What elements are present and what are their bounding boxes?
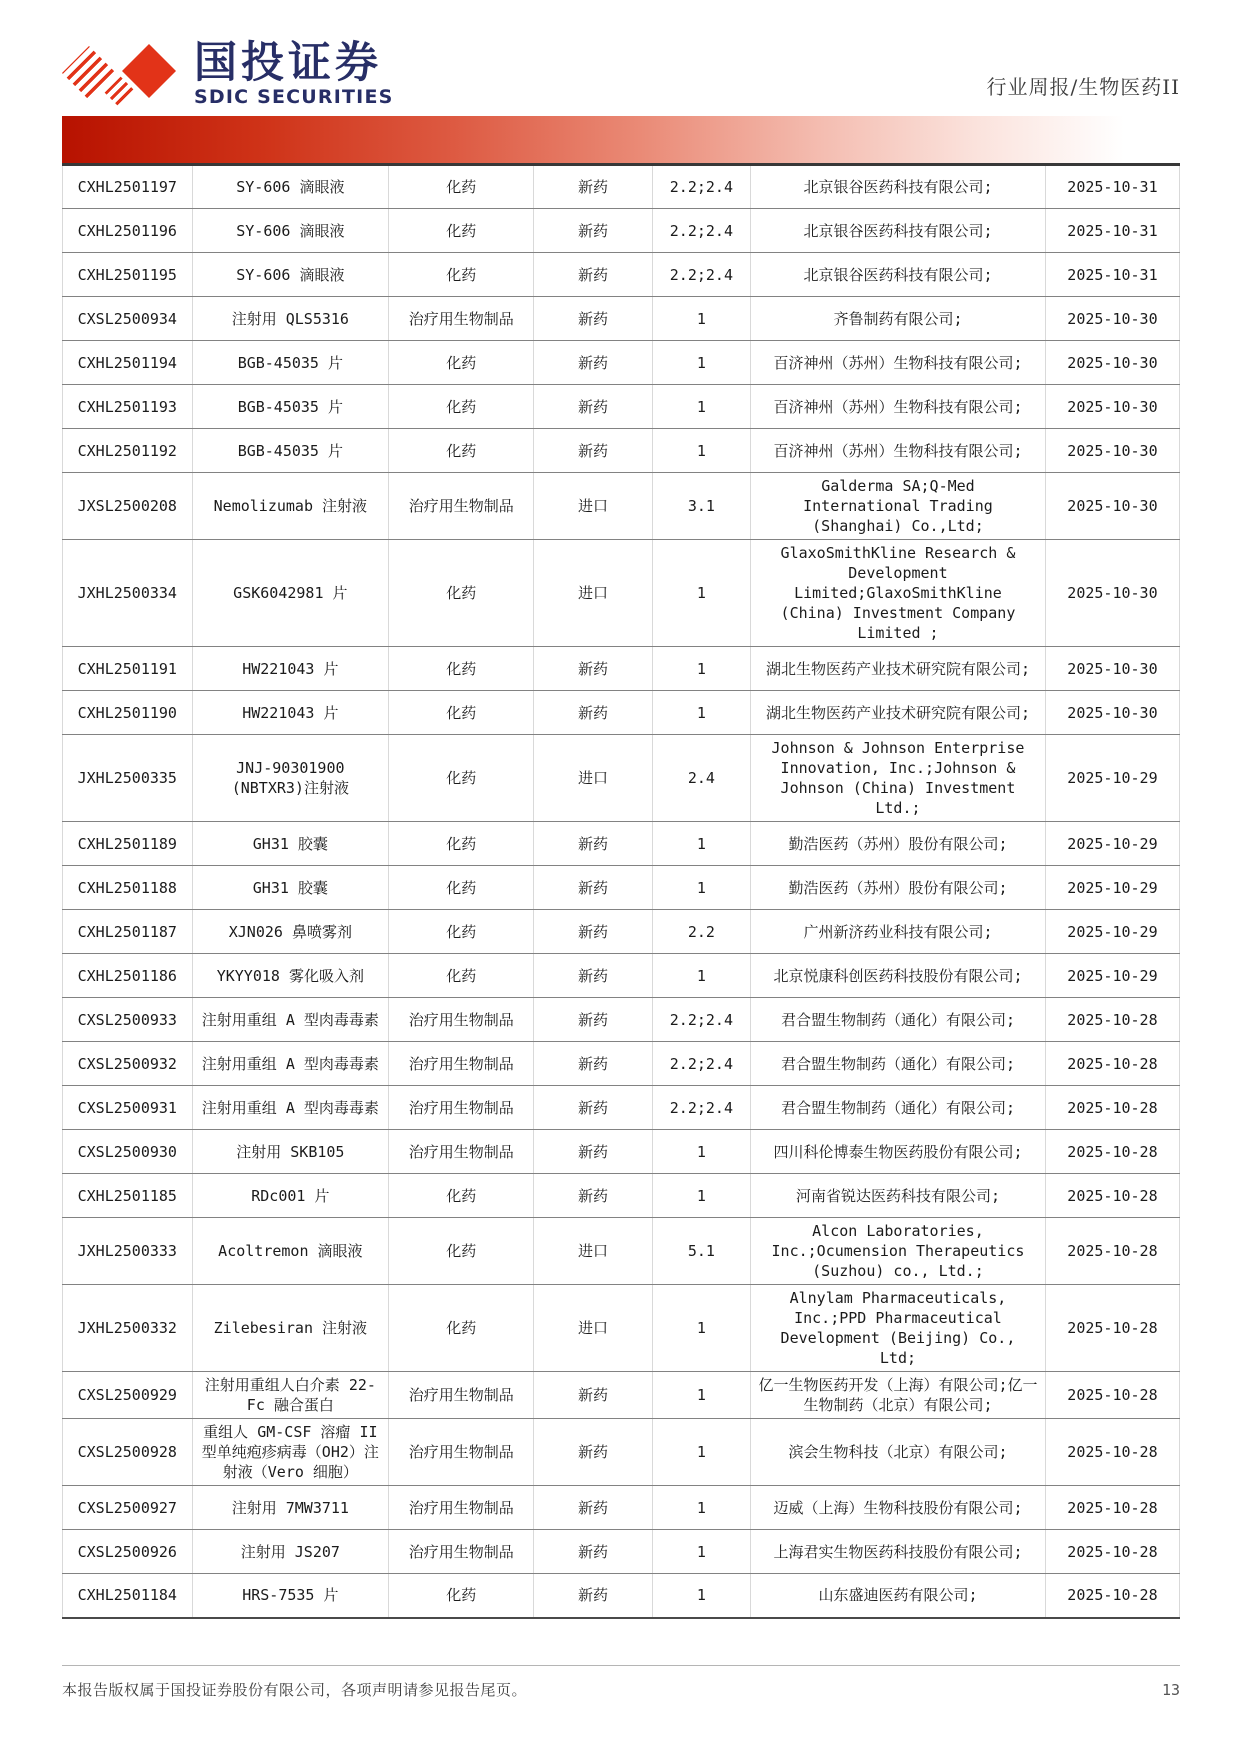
acceptance-number-cell: CXSL2500931 bbox=[63, 1086, 193, 1130]
acceptance-date-cell: 2025-10-30 bbox=[1045, 297, 1179, 341]
table-row bbox=[63, 209, 1180, 253]
registration-category-cell: 2.2;2.4 bbox=[652, 1086, 750, 1130]
acceptance-number-cell: JXSL2500208 bbox=[63, 473, 193, 540]
application-type-cell: 新药 bbox=[534, 253, 652, 297]
acceptance-date-cell: 2025-10-28 bbox=[1045, 1486, 1179, 1530]
drug-type-cell: 治疗用生物制品 bbox=[389, 1086, 534, 1130]
application-type-cell: 新药 bbox=[534, 954, 652, 998]
drug-name-cell: XJN026 鼻喷雾剂 bbox=[192, 910, 389, 954]
acceptance-date-cell: 2025-10-30 bbox=[1045, 473, 1179, 540]
acceptance-date-cell: 2025-10-28 bbox=[1045, 1130, 1179, 1174]
drug-name-cell: GH31 胶囊 bbox=[192, 866, 389, 910]
drug-type-cell: 化药 bbox=[389, 1174, 534, 1218]
company-name-cell: 亿一生物医药开发（上海）有限公司;亿一生物制药（北京）有限公司; bbox=[751, 1372, 1046, 1419]
drug-name-cell: 注射用 SKB105 bbox=[192, 1130, 389, 1174]
company-name-cell: 勤浩医药（苏州）股份有限公司; bbox=[751, 866, 1046, 910]
company-name-cell: Alcon Laboratories, Inc.;Ocumension Therapeutics (Suzhou) co., Ltd.; bbox=[751, 1218, 1046, 1285]
drug-type-cell: 化药 bbox=[389, 1285, 534, 1372]
acceptance-number-cell: CXHL2501196 bbox=[63, 209, 193, 253]
drug-type-cell: 化药 bbox=[389, 165, 534, 209]
acceptance-number-cell: CXHL2501186 bbox=[63, 954, 193, 998]
acceptance-number-cell: CXHL2501188 bbox=[63, 866, 193, 910]
acceptance-number-cell: CXHL2501192 bbox=[63, 429, 193, 473]
company-name-cell: 迈威（上海）生物科技股份有限公司; bbox=[751, 1486, 1046, 1530]
table-row bbox=[63, 866, 1180, 910]
company-name-cell: 勤浩医药（苏州）股份有限公司; bbox=[751, 822, 1046, 866]
table-row bbox=[63, 1486, 1180, 1530]
registration-category-cell: 1 bbox=[652, 385, 750, 429]
table-row bbox=[63, 998, 1180, 1042]
application-type-cell: 新药 bbox=[534, 866, 652, 910]
table-row bbox=[63, 473, 1180, 540]
registration-category-cell: 1 bbox=[652, 1530, 750, 1574]
drug-type-cell: 化药 bbox=[389, 429, 534, 473]
drug-type-cell: 化药 bbox=[389, 1574, 534, 1618]
acceptance-date-cell: 2025-10-28 bbox=[1045, 1086, 1179, 1130]
application-type-cell: 新药 bbox=[534, 1086, 652, 1130]
drug-type-cell: 治疗用生物制品 bbox=[389, 998, 534, 1042]
application-type-cell: 进口 bbox=[534, 473, 652, 540]
application-type-cell: 进口 bbox=[534, 1218, 652, 1285]
acceptance-date-cell: 2025-10-31 bbox=[1045, 253, 1179, 297]
company-name-cell: Alnylam Pharmaceuticals, Inc.;PPD Pharmaceutical Development (Beijing) Co., Ltd; bbox=[751, 1285, 1046, 1372]
drug-application-table-body bbox=[63, 165, 1180, 1618]
table-row bbox=[63, 1042, 1180, 1086]
brand-text bbox=[194, 40, 394, 108]
acceptance-number-cell: CXSL2500928 bbox=[63, 1419, 193, 1486]
company-name-cell: 山东盛迪医药有限公司; bbox=[751, 1574, 1046, 1618]
application-type-cell: 新药 bbox=[534, 647, 652, 691]
acceptance-number-cell: CXSL2500927 bbox=[63, 1486, 193, 1530]
acceptance-date-cell: 2025-10-28 bbox=[1045, 1419, 1179, 1486]
acceptance-date-cell: 2025-10-29 bbox=[1045, 954, 1179, 998]
acceptance-date-cell: 2025-10-28 bbox=[1045, 1530, 1179, 1574]
drug-type-cell: 治疗用生物制品 bbox=[389, 1530, 534, 1574]
registration-category-cell: 1 bbox=[652, 1285, 750, 1372]
acceptance-number-cell: CXHL2501195 bbox=[63, 253, 193, 297]
company-name-cell: 北京银谷医药科技有限公司; bbox=[751, 165, 1046, 209]
drug-type-cell: 化药 bbox=[389, 385, 534, 429]
application-type-cell: 新药 bbox=[534, 1174, 652, 1218]
application-type-cell: 进口 bbox=[534, 1285, 652, 1372]
drug-type-cell: 化药 bbox=[389, 540, 534, 647]
company-name-cell: 北京银谷医药科技有限公司; bbox=[751, 209, 1046, 253]
acceptance-date-cell: 2025-10-28 bbox=[1045, 1285, 1179, 1372]
company-name-cell: 齐鲁制药有限公司; bbox=[751, 297, 1046, 341]
acceptance-date-cell: 2025-10-28 bbox=[1045, 1174, 1179, 1218]
application-type-cell: 新药 bbox=[534, 1372, 652, 1419]
registration-category-cell: 1 bbox=[652, 1174, 750, 1218]
acceptance-date-cell: 2025-10-29 bbox=[1045, 866, 1179, 910]
acceptance-date-cell: 2025-10-30 bbox=[1045, 385, 1179, 429]
company-name-cell: Galderma SA;Q-Med International Trading (Shanghai) Co.,Ltd; bbox=[751, 473, 1046, 540]
drug-type-cell: 化药 bbox=[389, 253, 534, 297]
registration-category-cell: 1 bbox=[652, 1419, 750, 1486]
company-name-cell: 北京悦康科创医药科技股份有限公司; bbox=[751, 954, 1046, 998]
table-row bbox=[63, 1086, 1180, 1130]
application-type-cell: 新药 bbox=[534, 297, 652, 341]
application-type-cell: 新药 bbox=[534, 1530, 652, 1574]
acceptance-number-cell: CXHL2501185 bbox=[63, 1174, 193, 1218]
drug-name-cell: BGB-45035 片 bbox=[192, 429, 389, 473]
table-row bbox=[63, 822, 1180, 866]
brand-name-en: SDIC SECURITIES bbox=[194, 86, 394, 108]
table-row bbox=[63, 1130, 1180, 1174]
table-row bbox=[63, 253, 1180, 297]
acceptance-date-cell: 2025-10-28 bbox=[1045, 1042, 1179, 1086]
drug-type-cell: 化药 bbox=[389, 866, 534, 910]
drug-type-cell: 治疗用生物制品 bbox=[389, 1130, 534, 1174]
drug-name-cell: GH31 胶囊 bbox=[192, 822, 389, 866]
table-row bbox=[63, 910, 1180, 954]
drug-name-cell: 注射用重组 A 型肉毒毒素 bbox=[192, 1042, 389, 1086]
company-name-cell: 湖北生物医药产业技术研究院有限公司; bbox=[751, 691, 1046, 735]
registration-category-cell: 1 bbox=[652, 429, 750, 473]
registration-category-cell: 2.2;2.4 bbox=[652, 253, 750, 297]
report-type-label: 行业周报/生物医药II bbox=[986, 75, 1180, 99]
application-type-cell: 新药 bbox=[534, 1486, 652, 1530]
registration-category-cell: 1 bbox=[652, 297, 750, 341]
drug-name-cell: 注射用 7MW3711 bbox=[192, 1486, 389, 1530]
acceptance-number-cell: CXHL2501190 bbox=[63, 691, 193, 735]
drug-name-cell: SY-606 滴眼液 bbox=[192, 165, 389, 209]
table-row bbox=[63, 165, 1180, 209]
registration-category-cell: 1 bbox=[652, 341, 750, 385]
company-name-cell: 百济神州（苏州）生物科技有限公司; bbox=[751, 341, 1046, 385]
table-row bbox=[63, 385, 1180, 429]
sdic-logo-mark-icon bbox=[62, 38, 178, 110]
acceptance-date-cell: 2025-10-31 bbox=[1045, 209, 1179, 253]
application-type-cell: 进口 bbox=[534, 540, 652, 647]
application-type-cell: 新药 bbox=[534, 691, 652, 735]
company-name-cell: GlaxoSmithKline Research & Development Limited;GlaxoSmithKline (China) Investment Company Limited ; bbox=[751, 540, 1046, 647]
acceptance-number-cell: JXHL2500333 bbox=[63, 1218, 193, 1285]
acceptance-date-cell: 2025-10-30 bbox=[1045, 341, 1179, 385]
acceptance-date-cell: 2025-10-31 bbox=[1045, 165, 1179, 209]
table-row bbox=[63, 1530, 1180, 1574]
acceptance-date-cell: 2025-10-30 bbox=[1045, 429, 1179, 473]
company-name-cell: Johnson & Johnson Enterprise Innovation, Inc.;Johnson & Johnson (China) Investment Ltd.; bbox=[751, 735, 1046, 822]
acceptance-date-cell: 2025-10-30 bbox=[1045, 540, 1179, 647]
drug-name-cell: HRS-7535 片 bbox=[192, 1574, 389, 1618]
registration-category-cell: 5.1 bbox=[652, 1218, 750, 1285]
drug-name-cell: RDc001 片 bbox=[192, 1174, 389, 1218]
drug-name-cell: 注射用 QLS5316 bbox=[192, 297, 389, 341]
drug-type-cell: 化药 bbox=[389, 954, 534, 998]
drug-name-cell: JNJ-90301900 (NBTXR3)注射液 bbox=[192, 735, 389, 822]
table-row bbox=[63, 341, 1180, 385]
drug-type-cell: 化药 bbox=[389, 691, 534, 735]
company-name-cell: 河南省锐达医药科技有限公司; bbox=[751, 1174, 1046, 1218]
acceptance-date-cell: 2025-10-28 bbox=[1045, 1372, 1179, 1419]
table-row bbox=[63, 691, 1180, 735]
drug-name-cell: HW221043 片 bbox=[192, 647, 389, 691]
acceptance-date-cell: 2025-10-28 bbox=[1045, 1218, 1179, 1285]
application-type-cell: 新药 bbox=[534, 429, 652, 473]
table-row bbox=[63, 429, 1180, 473]
application-type-cell: 进口 bbox=[534, 735, 652, 822]
drug-name-cell: 注射用 JS207 bbox=[192, 1530, 389, 1574]
application-type-cell: 新药 bbox=[534, 1042, 652, 1086]
red-gradient-divider bbox=[62, 116, 1180, 163]
drug-name-cell: 注射用重组 A 型肉毒毒素 bbox=[192, 1086, 389, 1130]
acceptance-number-cell: JXHL2500334 bbox=[63, 540, 193, 647]
company-name-cell: 上海君实生物医药科技股份有限公司; bbox=[751, 1530, 1046, 1574]
application-type-cell: 新药 bbox=[534, 910, 652, 954]
drug-name-cell: 注射用重组人白介素 22-Fc 融合蛋白 bbox=[192, 1372, 389, 1419]
acceptance-date-cell: 2025-10-30 bbox=[1045, 691, 1179, 735]
acceptance-number-cell: CXHL2501189 bbox=[63, 822, 193, 866]
registration-category-cell: 3.1 bbox=[652, 473, 750, 540]
drug-application-table bbox=[62, 163, 1180, 1619]
company-name-cell: 君合盟生物制药（通化）有限公司; bbox=[751, 998, 1046, 1042]
acceptance-number-cell: CXHL2501191 bbox=[63, 647, 193, 691]
drug-name-cell: HW221043 片 bbox=[192, 691, 389, 735]
drug-name-cell: YKYY018 雾化吸入剂 bbox=[192, 954, 389, 998]
page-header bbox=[62, 38, 1180, 110]
drug-type-cell: 化药 bbox=[389, 1218, 534, 1285]
acceptance-date-cell: 2025-10-29 bbox=[1045, 735, 1179, 822]
acceptance-number-cell: JXHL2500335 bbox=[63, 735, 193, 822]
application-type-cell: 新药 bbox=[534, 1419, 652, 1486]
application-type-cell: 新药 bbox=[534, 209, 652, 253]
registration-category-cell: 1 bbox=[652, 822, 750, 866]
acceptance-number-cell: CXSL2500933 bbox=[63, 998, 193, 1042]
drug-type-cell: 治疗用生物制品 bbox=[389, 1372, 534, 1419]
page-number: 13 bbox=[1161, 1680, 1180, 1699]
application-type-cell: 新药 bbox=[534, 998, 652, 1042]
company-name-cell: 湖北生物医药产业技术研究院有限公司; bbox=[751, 647, 1046, 691]
drug-name-cell: SY-606 滴眼液 bbox=[192, 209, 389, 253]
drug-type-cell: 治疗用生物制品 bbox=[389, 1486, 534, 1530]
registration-category-cell: 2.2;2.4 bbox=[652, 165, 750, 209]
registration-category-cell: 1 bbox=[652, 954, 750, 998]
drug-type-cell: 化药 bbox=[389, 341, 534, 385]
registration-category-cell: 1 bbox=[652, 647, 750, 691]
acceptance-date-cell: 2025-10-28 bbox=[1045, 998, 1179, 1042]
drug-type-cell: 治疗用生物制品 bbox=[389, 1419, 534, 1486]
drug-name-cell: SY-606 滴眼液 bbox=[192, 253, 389, 297]
table-row bbox=[63, 1574, 1180, 1618]
drug-name-cell: 注射用重组 A 型肉毒毒素 bbox=[192, 998, 389, 1042]
table-row bbox=[63, 647, 1180, 691]
drug-name-cell: Nemolizumab 注射液 bbox=[192, 473, 389, 540]
acceptance-number-cell: CXSL2500929 bbox=[63, 1372, 193, 1419]
company-name-cell: 百济神州（苏州）生物科技有限公司; bbox=[751, 385, 1046, 429]
acceptance-date-cell: 2025-10-28 bbox=[1045, 1574, 1179, 1618]
drug-type-cell: 治疗用生物制品 bbox=[389, 297, 534, 341]
acceptance-number-cell: CXSL2500930 bbox=[63, 1130, 193, 1174]
table-row bbox=[63, 540, 1180, 647]
acceptance-number-cell: CXSL2500934 bbox=[63, 297, 193, 341]
page-footer bbox=[62, 1665, 1180, 1700]
acceptance-number-cell: CXSL2500926 bbox=[63, 1530, 193, 1574]
table-row bbox=[63, 1218, 1180, 1285]
acceptance-number-cell: CXHL2501197 bbox=[63, 165, 193, 209]
drug-type-cell: 治疗用生物制品 bbox=[389, 1042, 534, 1086]
table-row bbox=[63, 1372, 1180, 1419]
acceptance-number-cell: CXHL2501184 bbox=[63, 1574, 193, 1618]
table-row bbox=[63, 1174, 1180, 1218]
acceptance-number-cell: JXHL2500332 bbox=[63, 1285, 193, 1372]
copyright-notice: 本报告版权属于国投证券股份有限公司，各项声明请参见报告尾页。 bbox=[62, 1680, 528, 1699]
drug-type-cell: 化药 bbox=[389, 735, 534, 822]
acceptance-number-cell: CXSL2500932 bbox=[63, 1042, 193, 1086]
table-row bbox=[63, 954, 1180, 998]
registration-category-cell: 1 bbox=[652, 1130, 750, 1174]
drug-name-cell: BGB-45035 片 bbox=[192, 341, 389, 385]
drug-type-cell: 化药 bbox=[389, 822, 534, 866]
brand-name-cn: 国投证券 bbox=[194, 38, 382, 88]
sdic-logo bbox=[62, 38, 394, 110]
company-name-cell: 滨会生物科技（北京）有限公司; bbox=[751, 1419, 1046, 1486]
table-row bbox=[63, 1285, 1180, 1372]
application-type-cell: 新药 bbox=[534, 341, 652, 385]
registration-category-cell: 2.2 bbox=[652, 910, 750, 954]
company-name-cell: 广州新济药业科技有限公司; bbox=[751, 910, 1046, 954]
registration-category-cell: 1 bbox=[652, 691, 750, 735]
application-type-cell: 新药 bbox=[534, 1574, 652, 1618]
application-type-cell: 新药 bbox=[534, 385, 652, 429]
registration-category-cell: 1 bbox=[652, 866, 750, 910]
drug-name-cell: 重组人 GM-CSF 溶瘤 II 型单纯疱疹病毒（OH2）注射液（Vero 细胞） bbox=[192, 1419, 389, 1486]
company-name-cell: 君合盟生物制药（通化）有限公司; bbox=[751, 1086, 1046, 1130]
table-row bbox=[63, 735, 1180, 822]
registration-category-cell: 2.4 bbox=[652, 735, 750, 822]
registration-category-cell: 1 bbox=[652, 1372, 750, 1419]
acceptance-date-cell: 2025-10-29 bbox=[1045, 822, 1179, 866]
drug-type-cell: 化药 bbox=[389, 910, 534, 954]
registration-category-cell: 1 bbox=[652, 1486, 750, 1530]
company-name-cell: 北京银谷医药科技有限公司; bbox=[751, 253, 1046, 297]
acceptance-number-cell: CXHL2501194 bbox=[63, 341, 193, 385]
acceptance-number-cell: CXHL2501193 bbox=[63, 385, 193, 429]
company-name-cell: 君合盟生物制药（通化）有限公司; bbox=[751, 1042, 1046, 1086]
company-name-cell: 百济神州（苏州）生物科技有限公司; bbox=[751, 429, 1046, 473]
registration-category-cell: 2.2;2.4 bbox=[652, 1042, 750, 1086]
application-type-cell: 新药 bbox=[534, 822, 652, 866]
registration-category-cell: 1 bbox=[652, 1574, 750, 1618]
drug-type-cell: 化药 bbox=[389, 647, 534, 691]
drug-name-cell: GSK6042981 片 bbox=[192, 540, 389, 647]
application-type-cell: 新药 bbox=[534, 165, 652, 209]
registration-category-cell: 1 bbox=[652, 540, 750, 647]
drug-name-cell: BGB-45035 片 bbox=[192, 385, 389, 429]
company-name-cell: 四川科伦博泰生物医药股份有限公司; bbox=[751, 1130, 1046, 1174]
application-type-cell: 新药 bbox=[534, 1130, 652, 1174]
acceptance-date-cell: 2025-10-30 bbox=[1045, 647, 1179, 691]
drug-name-cell: Acoltremon 滴眼液 bbox=[192, 1218, 389, 1285]
table-row bbox=[63, 1419, 1180, 1486]
acceptance-date-cell: 2025-10-29 bbox=[1045, 910, 1179, 954]
drug-type-cell: 化药 bbox=[389, 209, 534, 253]
drug-name-cell: Zilebesiran 注射液 bbox=[192, 1285, 389, 1372]
acceptance-number-cell: CXHL2501187 bbox=[63, 910, 193, 954]
registration-category-cell: 2.2;2.4 bbox=[652, 209, 750, 253]
drug-type-cell: 治疗用生物制品 bbox=[389, 473, 534, 540]
registration-category-cell: 2.2;2.4 bbox=[652, 998, 750, 1042]
table-row bbox=[63, 297, 1180, 341]
